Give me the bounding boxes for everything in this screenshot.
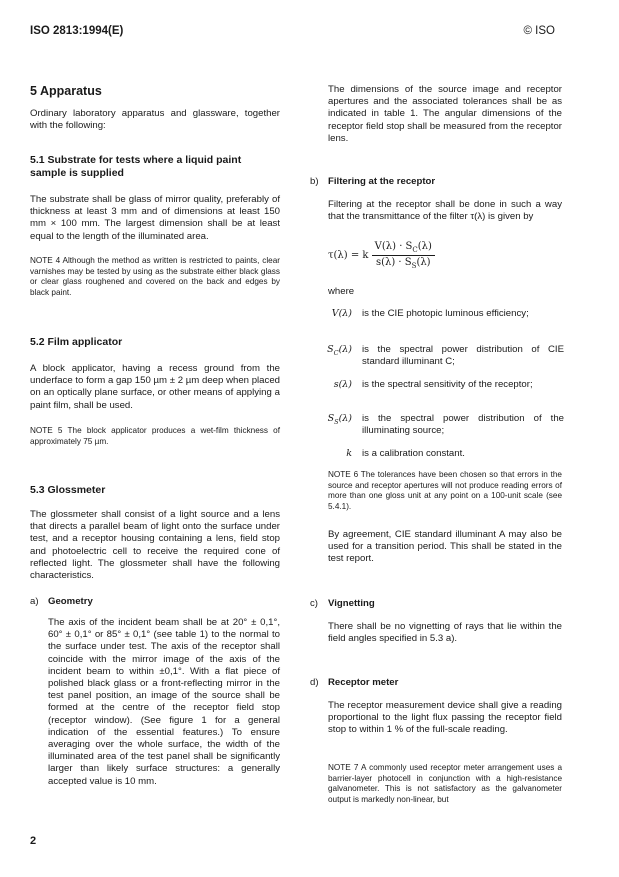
section-5-3-text: The glossmeter shall consist of a light source and a lens that directs a parallel beam of light onto the surface under test, and a receptor housing containing a lens, field stop and photoelectric cell to receive the required cone of reflected light. The glossmeter shall have the following characteristics. — [30, 509, 280, 582]
definition-k-text: is a calibration constant. — [362, 448, 465, 459]
formula-lhs: τ(λ) = k — [328, 250, 369, 261]
item-d-title: Receptor meter — [328, 677, 399, 688]
symbol-s: s(λ) — [333, 379, 352, 390]
note-4: NOTE 4 Although the method as written is restricted to paints, clear varnishes may be tested by using as the substrate either black glass or clear glass roughened and covered on the back and edges by black paint. — [30, 256, 280, 297]
formula-numerator: $V(\lambda) \cdot S_C(\lambda)$ — [372, 241, 435, 256]
item-b-title: Filtering at the receptor — [328, 176, 436, 187]
definition-ss — [310, 413, 562, 443]
section-5-2-text: A block applicator, having a recess ground from the underface to form a gap 150 µm ± 2 µm deep when placed on an optically plane surface, or other means of applying a paint film, shall be used. — [30, 363, 280, 411]
section-5-3-title: 5.3 Glossmeter — [30, 484, 106, 496]
note-5: NOTE 5 The block applicator produces a wet-film thickness of approximately 75 µm. — [30, 426, 280, 446]
definition-s — [310, 379, 562, 409]
item-a-label: a) — [30, 596, 39, 607]
definition-v — [310, 308, 562, 338]
definition-s-text: is the spectral sensitivity of the receptor; — [362, 379, 533, 390]
definition-k — [310, 448, 562, 464]
symbol-v: V(λ) — [331, 308, 352, 319]
item-a-heading — [30, 596, 280, 607]
item-d-label: d) — [310, 677, 319, 688]
item-b-text: Filtering at the receptor shall be done in such a way that the transmittance of the filter τ(λ) is given by — [328, 199, 562, 223]
note-6: NOTE 6 The tolerances have been chosen so that errors in the source and receptor apertures will not produce reading errors of more than one gloss unit at any point on a 100-unit scale (see 5.4.1). — [328, 470, 562, 511]
definition-ss-text: is the spectral power distribution of the illuminating source; — [362, 413, 564, 437]
section-5-intro: Ordinary laboratory apparatus and glassware, together with the following: — [30, 108, 280, 132]
definition-sc-text: is the spectral power distribution of CIE standard illuminant C; — [362, 344, 564, 368]
item-a-text: The axis of the incident beam shall be at 20° ± 0,1°, 60° ± 0,1° or 85° ± 0,1° (see table 1) to the normal to the surface under test. The axis of the receptor shall coincide with the mirror image of the axis of the incident beam to within ±0,1°. With a flat piece of polished black glass or a front-reflecting mirror in the test panel position, an image of the source shall be formed at the centre of the receptor field stop (receptor window). (See figure 1 for a general indication of the essential features.) To ensure averaging over the whole surface, the width of the illuminated area of the test panel shall be significantly larger than likely surface structures: a generally accepted value is 10 mm. — [48, 617, 280, 787]
page-number: 2 — [30, 835, 37, 847]
definition-sc — [310, 344, 562, 374]
item-d-heading — [310, 677, 562, 688]
transmittance-formula — [328, 241, 435, 270]
standard-id: ISO 2813:1994(E) — [30, 25, 124, 37]
copyright-mark: © ISO — [523, 25, 555, 37]
symbol-ss: $S_S(\lambda)$ — [327, 413, 352, 426]
item-b-label: b) — [310, 176, 319, 187]
section-5-1-text: The substrate shall be glass of mirror quality, preferably of thickness at least 3 mm and of dimensions at least 150 mm × 100 mm. The largest dimension shall be at least equal to the length of the illuminated area. — [30, 194, 280, 242]
section-5-1-title: 5.1 Substrate for tests where a liquid paint sample is supplied — [30, 154, 242, 179]
item-b-heading — [310, 176, 562, 187]
section-5-2-title: 5.2 Film applicator — [30, 336, 123, 348]
section-5-title: 5 Apparatus — [30, 84, 102, 98]
item-c-heading — [310, 598, 562, 609]
formula-fraction — [372, 241, 435, 270]
symbol-k: k — [346, 448, 352, 459]
formula-denominator: $s(\lambda) \cdot S_S(\lambda)$ — [375, 257, 431, 270]
item-a-title: Geometry — [48, 596, 93, 607]
item-c-text: There shall be no vignetting of rays that lie within the field angles specified in 5.3 a). — [328, 621, 562, 645]
item-c-label: c) — [310, 598, 318, 609]
item-c-title: Vignetting — [328, 598, 375, 609]
note-7: NOTE 7 A commonly used receptor meter arrangement uses a barrier-layer photocell in conjunction with a high-resistance galvanometer. This is not satisfactory as the galvanometer output is markedly non-linear, but — [328, 763, 562, 804]
item-d-text: The receptor measurement device shall give a reading proportional to the light flux passing the receptor field stop to within 1 % of the full-scale reading. — [328, 700, 562, 736]
symbol-sc: $S_C(\lambda)$ — [327, 344, 352, 357]
illuminant-agreement-text: By agreement, CIE standard illuminant A may also be used for a transition period. This shall be stated in the test report. — [328, 529, 562, 565]
definition-v-text: is the CIE photopic luminous efficiency; — [362, 308, 529, 319]
where-label: where — [328, 286, 355, 297]
geometry-continued-text: The dimensions of the source image and receptor apertures and the associated tolerances shall be as indicated in table 1. The angular dimensions of the receptor field stop shall be measured from the receptor lens. — [328, 84, 562, 144]
